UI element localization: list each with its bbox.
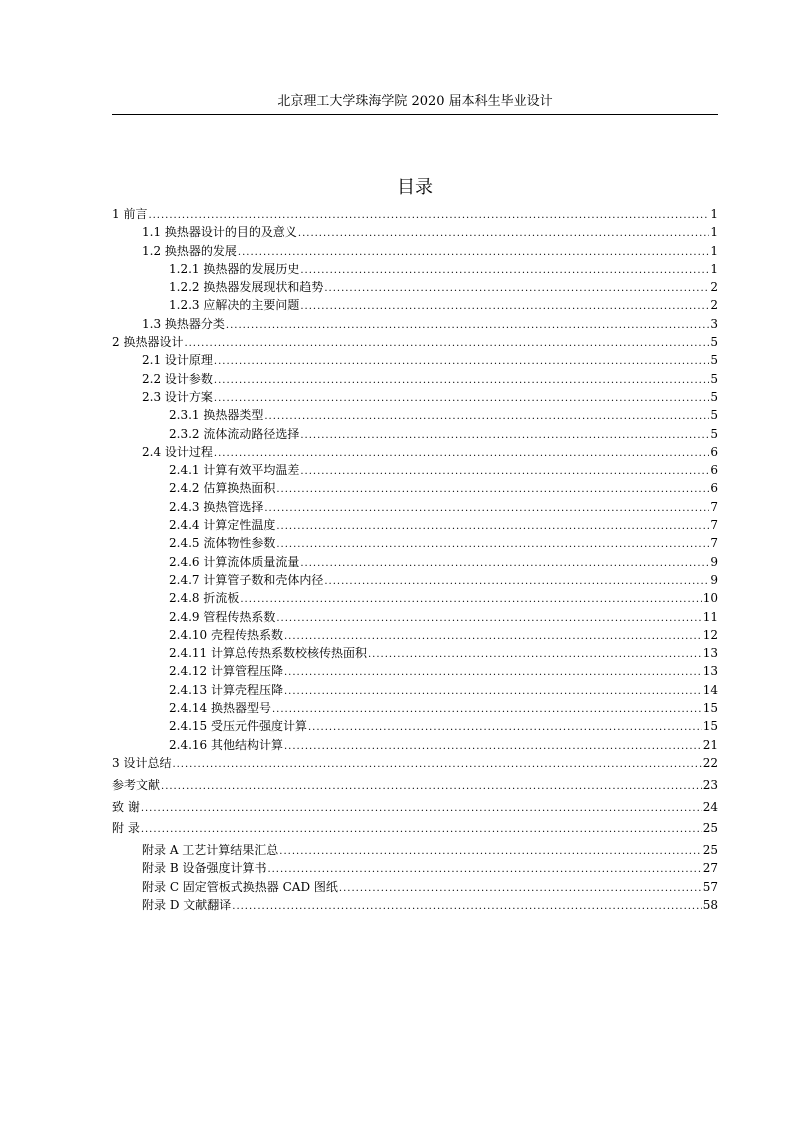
dot-leader: [300, 262, 709, 280]
toc-entry-label: 2.3 设计方案: [142, 389, 213, 404]
dot-leader: [300, 555, 709, 573]
toc-entry-label: 2.4.4 计算定性温度: [169, 518, 276, 533]
toc-entry-label: 致 谢: [112, 799, 140, 814]
toc-entry-page-number: 22: [702, 755, 718, 770]
dot-leader: [324, 280, 709, 298]
toc-entry-page-number: 57: [702, 879, 718, 894]
toc-entry-label: 2.4.16 其他结构计算: [169, 737, 283, 752]
toc-entry[interactable]: [112, 571, 718, 589]
toc-entry-page-number: 25: [702, 843, 718, 858]
dot-leader: [264, 408, 709, 426]
toc-entry-label: 2.4.13 计算壳程压降: [169, 682, 283, 697]
toc-entry-page-number: 5: [710, 426, 718, 441]
toc-entry-page-number: 9: [710, 554, 718, 569]
toc-entry-page-number: 6: [710, 444, 718, 459]
toc-entry-label: 附录 A 工艺计算结果汇总: [142, 843, 279, 858]
toc-entry[interactable]: [112, 223, 718, 241]
toc-entry-label: 附录 C 固定管板式换热器 CAD 图纸: [142, 879, 338, 894]
toc-entry-page-number: 24: [702, 799, 718, 814]
toc-entry-label: 2.2 设计参数: [142, 371, 213, 386]
toc-entry-page-number: 9: [710, 572, 718, 587]
toc-entry-label: 2.4.7 计算管子数和壳体内径: [169, 572, 324, 587]
dot-leader: [148, 207, 709, 225]
dot-leader: [141, 821, 702, 839]
toc-entry-page-number: 12: [702, 627, 718, 642]
toc-entry-page-number: 25: [702, 821, 718, 836]
toc-entry-page-number: 3: [710, 316, 718, 331]
toc-entry[interactable]: [112, 498, 718, 516]
toc-entry[interactable]: [112, 534, 718, 552]
toc-entry-label: 2.4.9 管程传热系数: [169, 609, 276, 624]
dot-leader: [184, 335, 709, 353]
dot-leader: [272, 701, 702, 719]
toc-entry-page-number: 6: [710, 481, 718, 496]
toc-entry-label: 1.2.3 应解决的主要问题: [169, 298, 300, 313]
running-header: 北京理工大学珠海学院 2020 届本科生毕业设计: [277, 94, 553, 109]
toc-entry[interactable]: [112, 425, 718, 443]
toc-entry-label: 附 录: [112, 821, 140, 836]
dot-leader: [238, 244, 709, 262]
toc-entry[interactable]: [112, 516, 718, 534]
toc-entry[interactable]: [112, 333, 718, 351]
dot-leader: [172, 756, 701, 774]
dot-leader: [339, 880, 702, 898]
dot-leader: [226, 317, 709, 335]
toc-entry-page-number: 1: [710, 207, 718, 221]
toc-entry-page-number: 7: [710, 499, 718, 514]
toc-entry[interactable]: [112, 699, 718, 717]
dot-leader: [264, 500, 709, 518]
toc-entry-label: 1.1 换热器设计的目的及意义: [142, 225, 297, 240]
toc-entry-label: 2.3.2 流体流动路径选择: [169, 426, 300, 441]
toc-entry[interactable]: [112, 859, 718, 877]
toc-entry-label: 3 设计总结: [112, 755, 172, 770]
toc-entry-label: 2.4.6 计算流体质量流量: [169, 554, 300, 569]
dot-leader: [276, 518, 709, 536]
toc-entry[interactable]: [112, 242, 718, 260]
toc-entry[interactable]: [112, 878, 718, 896]
toc-entry[interactable]: [112, 315, 718, 333]
toc-entry-page-number: 1: [710, 243, 718, 258]
dot-leader: [284, 738, 702, 756]
toc-entry-label: 2.4.12 计算管程压降: [169, 664, 283, 679]
toc-entry-label: 2.4.3 换热管选择: [169, 499, 264, 514]
dot-leader: [300, 427, 709, 445]
dot-leader: [240, 591, 701, 609]
toc-entry-label: 2.1 设计原理: [142, 353, 213, 368]
toc-entry-label: 2.4.11 计算总传热系数校核传热面积: [169, 646, 367, 661]
toc-entry-page-number: 23: [702, 777, 718, 792]
toc-entry[interactable]: [112, 370, 718, 388]
toc-entry[interactable]: [112, 351, 718, 369]
toc-entry-label: 2.4.15 受压元件强度计算: [169, 719, 307, 734]
dot-leader: [141, 800, 702, 818]
toc-entry-label: 2.4.1 计算有效平均温差: [169, 463, 300, 478]
toc-entry-label: 1.2.2 换热器发展现状和趋势: [169, 280, 324, 295]
toc-entry-page-number: 5: [710, 408, 718, 423]
toc-entry[interactable]: [112, 388, 718, 406]
toc-entry[interactable]: [112, 681, 718, 699]
toc-entry-page-number: 5: [710, 353, 718, 368]
toc-entry[interactable]: [112, 754, 718, 772]
toc-entry-label: 2.4.5 流体物性参数: [169, 536, 276, 551]
toc-entry[interactable]: [112, 553, 718, 571]
toc-entry-label: 1 前言: [112, 207, 148, 221]
toc-entry-label: 附录 B 设备强度计算书: [142, 861, 267, 876]
toc-entry-page-number: 21: [702, 737, 718, 752]
page-title: 目录: [397, 177, 433, 198]
toc-entry-page-number: 27: [702, 861, 718, 876]
toc-entry-label: 2.4.14 换热器型号: [169, 701, 271, 716]
dot-leader: [368, 646, 702, 664]
toc-entry[interactable]: [112, 644, 718, 662]
toc-entry-label: 2.4.8 折流板: [169, 591, 240, 606]
toc-entry-page-number: 1: [710, 225, 718, 240]
dot-leader: [284, 628, 702, 646]
toc-entry-page-number: 7: [710, 518, 718, 533]
toc-entry-page-number: 15: [702, 701, 718, 716]
dot-leader: [284, 683, 702, 701]
toc-entry-page-number: 10: [702, 591, 718, 606]
toc-entry-page-number: 2: [710, 298, 718, 313]
toc-entry-page-number: 15: [702, 719, 718, 734]
dot-leader: [300, 298, 709, 316]
toc-entry-page-number: 13: [702, 646, 718, 661]
toc-entry[interactable]: [112, 205, 718, 223]
toc-entry-label: 附录 D 文献翻译: [142, 897, 232, 912]
dot-leader: [276, 481, 709, 499]
toc-entry[interactable]: [112, 589, 718, 607]
toc-entry[interactable]: [112, 608, 718, 626]
toc-entry-page-number: 5: [710, 371, 718, 386]
toc-entry-page-number: 13: [702, 664, 718, 679]
toc-entry-label: 1.2 换热器的发展: [142, 243, 237, 258]
toc-entry-page-number: 7: [710, 536, 718, 551]
toc-entry-page-number: 11: [702, 609, 718, 624]
toc-entry[interactable]: [112, 406, 718, 424]
dot-leader: [300, 463, 709, 481]
dot-leader: [232, 898, 701, 916]
toc-entry-label: 2 换热器设计: [112, 335, 184, 350]
toc-entry-label: 1.3 换热器分类: [142, 316, 225, 331]
dot-leader: [324, 573, 709, 591]
toc-entry[interactable]: [112, 798, 718, 816]
toc-entry-label: 2.3.1 换热器类型: [169, 408, 264, 423]
dot-leader: [214, 445, 709, 463]
dot-leader: [308, 719, 702, 737]
toc-entry-label: 2.4.2 估算换热面积: [169, 481, 276, 496]
dot-leader: [214, 390, 709, 408]
toc-entry-page-number: 5: [710, 389, 718, 404]
toc-entry[interactable]: [112, 662, 718, 680]
dot-leader: [214, 353, 709, 371]
toc-entry[interactable]: [112, 260, 718, 278]
dot-leader: [279, 843, 701, 861]
toc-entry-page-number: 1: [710, 261, 718, 276]
dot-leader: [214, 372, 709, 390]
toc-entry-page-number: 14: [702, 682, 718, 697]
dot-leader: [161, 778, 702, 796]
header-rule: [112, 114, 718, 115]
toc-entry[interactable]: [112, 736, 718, 754]
toc-entry[interactable]: [112, 717, 718, 735]
toc-entry[interactable]: [112, 443, 718, 461]
toc-entry-page-number: 2: [710, 280, 718, 295]
toc-entry[interactable]: [112, 896, 718, 914]
toc-entry-label: 2.4 设计过程: [142, 444, 213, 459]
toc-entry-label: 参考文献: [112, 777, 161, 792]
dot-leader: [267, 861, 701, 879]
toc-entry[interactable]: [112, 296, 718, 314]
toc-entry[interactable]: [112, 461, 718, 479]
toc-entry-label: 2.4.10 壳程传热系数: [169, 627, 283, 642]
toc-entry-page-number: 6: [710, 463, 718, 478]
dot-leader: [284, 664, 702, 682]
dot-leader: [276, 536, 709, 554]
toc-entry[interactable]: [112, 626, 718, 644]
toc-entry-page-number: 58: [702, 897, 718, 912]
toc-entry[interactable]: [112, 841, 718, 859]
toc-entry-page-number: 5: [710, 335, 718, 350]
dot-leader: [276, 610, 701, 628]
toc-entry[interactable]: [112, 776, 718, 794]
toc-entry[interactable]: [112, 479, 718, 497]
toc-entry[interactable]: [112, 819, 718, 837]
table-of-contents: [112, 205, 718, 914]
dot-leader: [298, 225, 709, 243]
toc-entry-label: 1.2.1 换热器的发展历史: [169, 261, 300, 276]
toc-entry[interactable]: [112, 278, 718, 296]
